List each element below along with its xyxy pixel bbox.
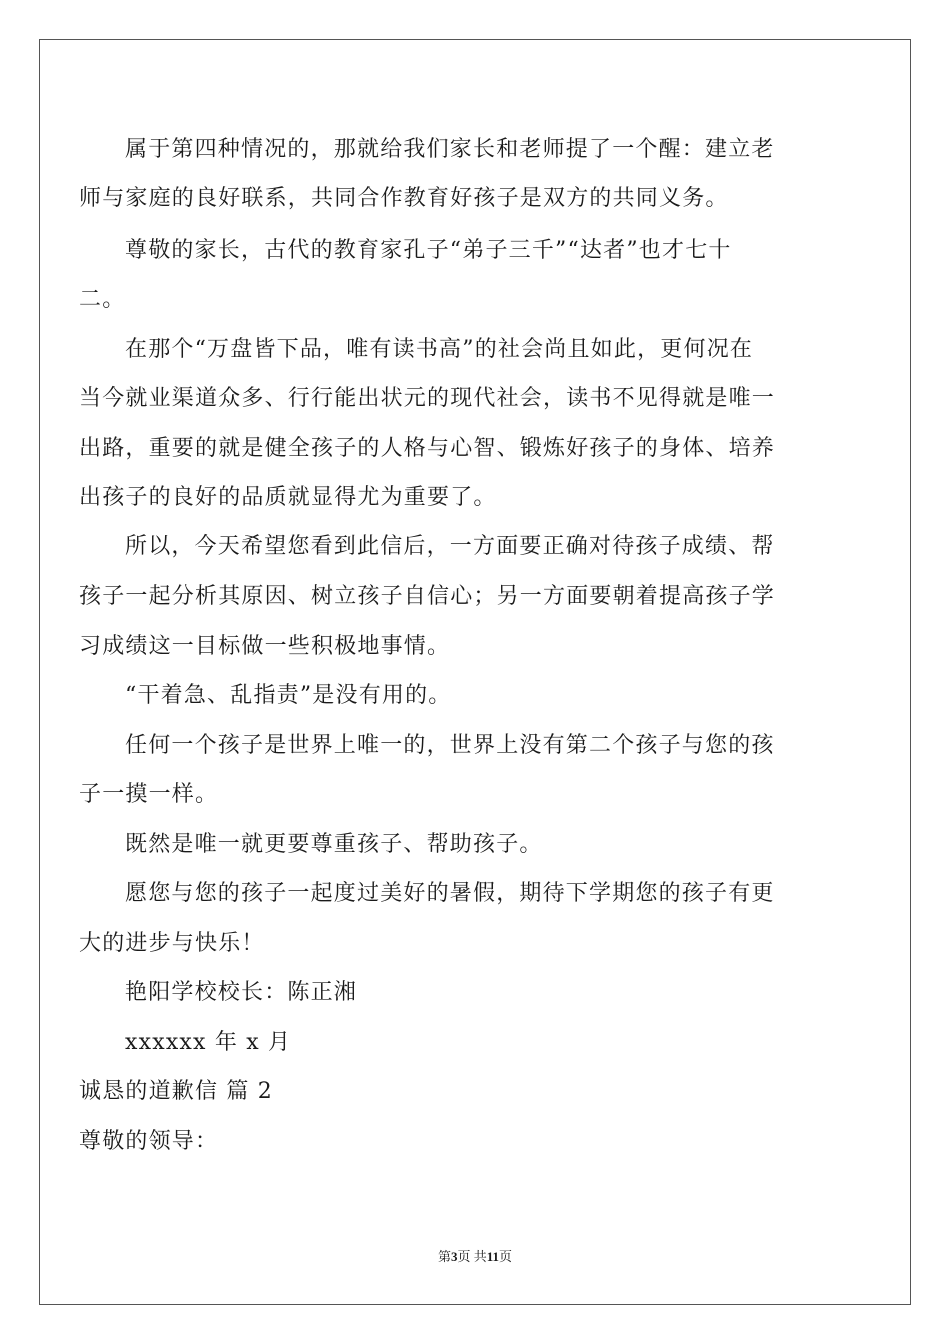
footer-page-prefix: 第 bbox=[437, 1249, 451, 1264]
paragraph-line: 在那个“万盘皆下品，唯有读书高”的社会尚且如此，更何况在 bbox=[125, 337, 754, 362]
paragraph-line: 尊敬的家长，古代的教育家孔子“弟子三千”“达者”也才七十 bbox=[125, 238, 732, 263]
paragraph-line: 愿您与您的孩子一起度过美好的暑假，期待下学期您的孩子有更 bbox=[125, 881, 775, 906]
footer-page-mid: 页 共 bbox=[457, 1249, 487, 1264]
paragraph-line: 属于第四种情况的，那就给我们家长和老师提了一个醒：建立老 bbox=[125, 137, 775, 162]
paragraph-line: 当今就业渠道众多、行行能出状元的现代社会，读书不见得就是唯一 bbox=[79, 386, 776, 411]
paragraph-line: 所以，今天希望您看到此信后，一方面要正确对待孩子成绩、帮 bbox=[125, 534, 775, 559]
signature-line: 艳阳学校校长：陈正湘 bbox=[125, 980, 358, 1005]
paragraph-line: 出孩子的良好的品质就显得尤为重要了。 bbox=[79, 485, 497, 510]
footer-page-current: 3 bbox=[450, 1249, 458, 1264]
date-line: xxxxxx 年 x 月 bbox=[125, 1030, 292, 1055]
section-heading: 诚恳的道歉信 篇 2 bbox=[79, 1079, 273, 1104]
paragraph-line: 出路，重要的就是健全孩子的人格与心智、锻炼好孩子的身体、培养 bbox=[79, 436, 776, 461]
footer-page-total: 11 bbox=[486, 1249, 500, 1264]
paragraph-line: 师与家庭的良好联系，共同合作教育好孩子是双方的共同义务。 bbox=[79, 186, 729, 211]
paragraph-line: 任何一个孩子是世界上唯一的，世界上没有第二个孩子与您的孩 bbox=[125, 733, 775, 758]
paragraph-line: 既然是唯一就更要尊重孩子、帮助孩子。 bbox=[125, 832, 543, 857]
page-frame bbox=[39, 39, 911, 1305]
paragraph-line: 孩子一起分析其原因、树立孩子自信心；另一方面要朝着提高孩子学 bbox=[79, 584, 776, 609]
paragraph-line: 子一摸一样。 bbox=[79, 782, 219, 807]
paragraph-line: 二。 bbox=[79, 287, 126, 312]
page-footer bbox=[0, 1246, 950, 1265]
paragraph-line: 大的进步与快乐！ bbox=[79, 931, 265, 956]
paragraph-line: 习成绩这一目标做一些积极地事情。 bbox=[79, 634, 451, 659]
paragraph-line: “干着急、乱指责”是没有用的。 bbox=[125, 683, 452, 708]
footer-page-suffix: 页 bbox=[499, 1249, 513, 1264]
salutation-line: 尊敬的领导： bbox=[79, 1129, 219, 1154]
